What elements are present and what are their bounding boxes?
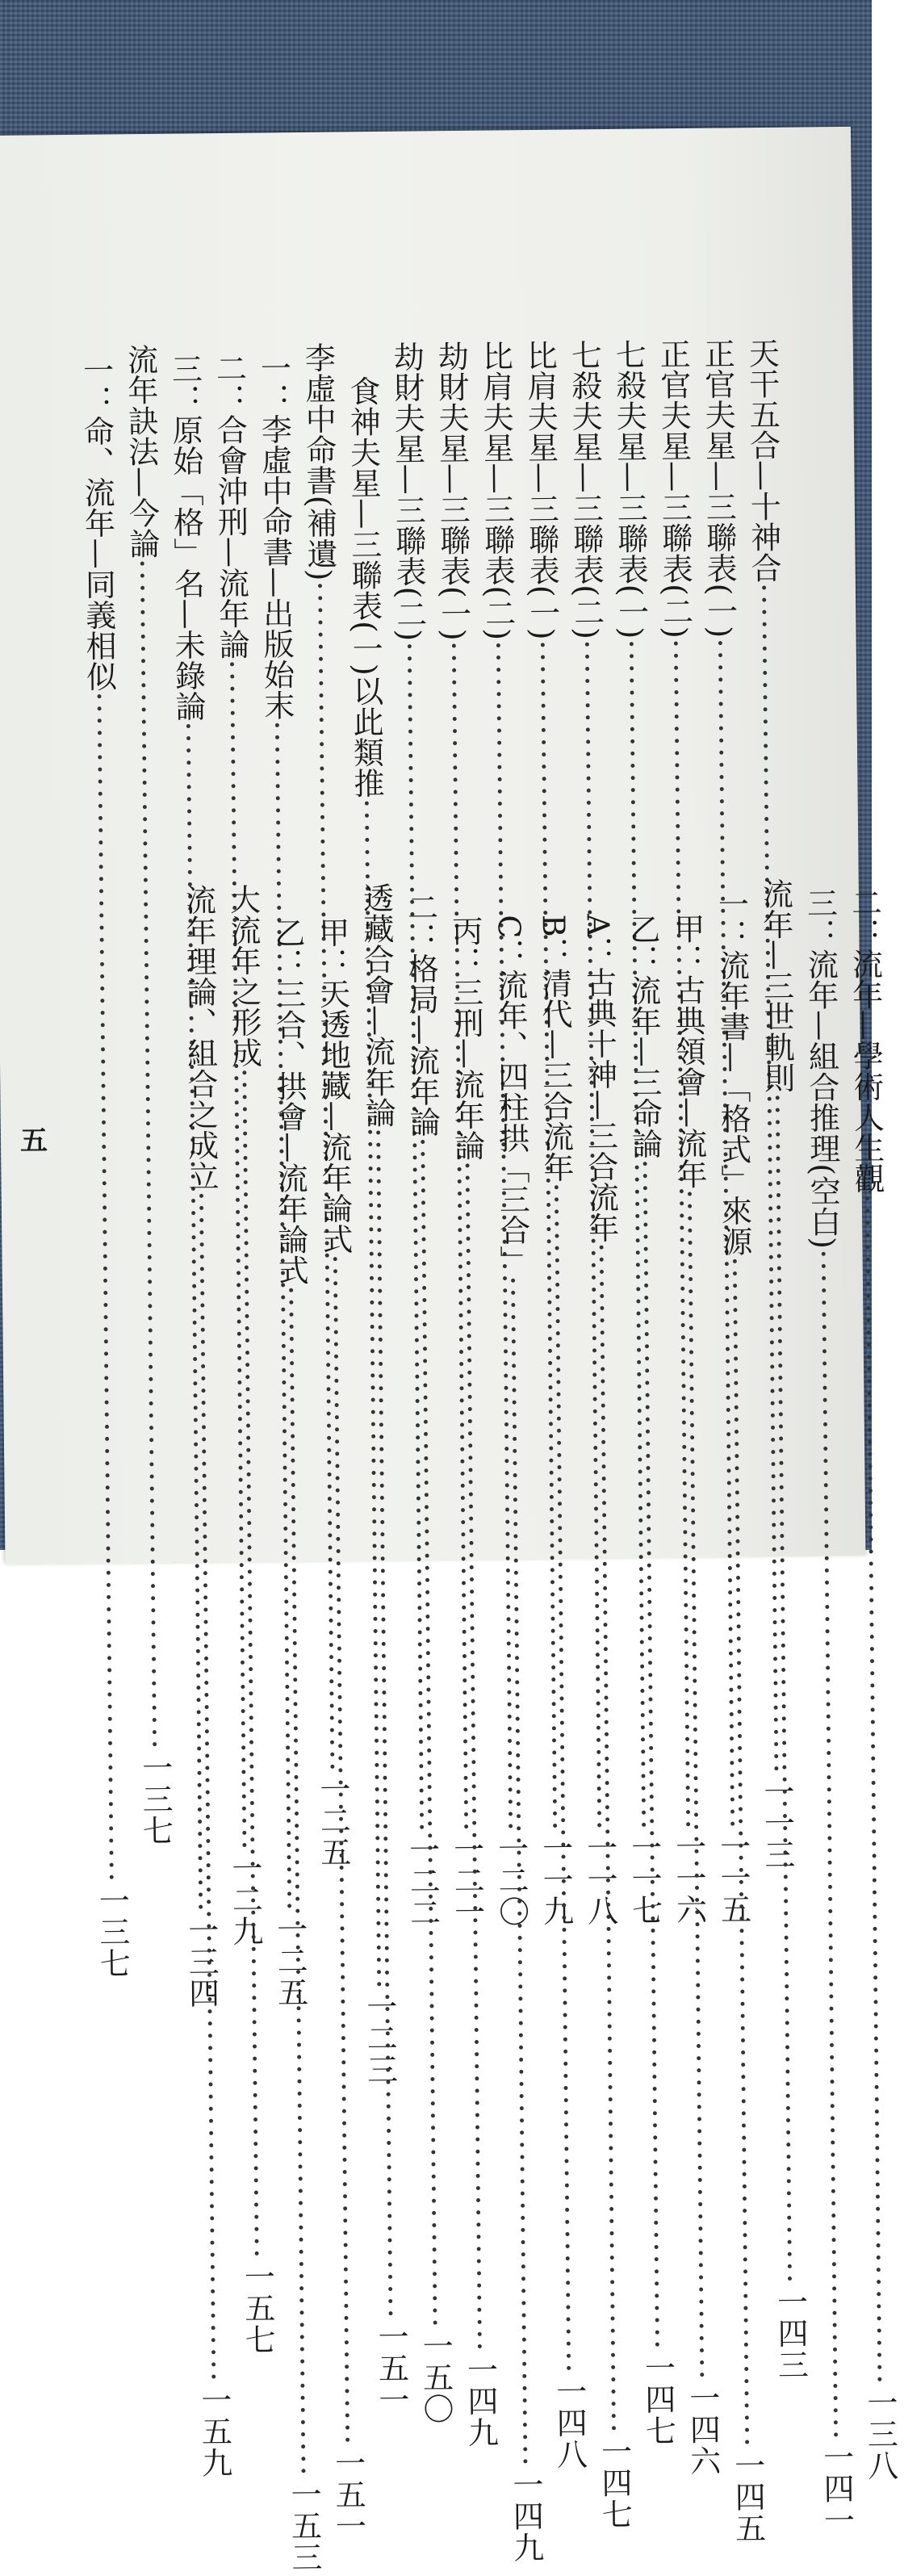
- toc-entry-title: 正官夫星—三聯表(二): [655, 337, 694, 639]
- toc-entry: [73, 344, 131, 1979]
- toc-leader-dots: [314, 1254, 365, 2447]
- toc-entry-page: 一四九: [462, 2353, 499, 2448]
- toc-entry-title: 大流年之形成: [224, 883, 262, 1068]
- toc-entry-title: 劫財夫星—三聯表(一): [433, 340, 472, 641]
- toc-entry-title: 一：命、流年—同義相似: [77, 354, 117, 692]
- toc-leader-dots: [492, 1275, 542, 2469]
- book-page: [0, 127, 898, 2574]
- toc-leader-dots: [405, 1137, 453, 2330]
- toc-entry-title: 甲：天透地藏—流年論式: [313, 916, 354, 1254]
- toc-entry-page: 一二九: [226, 1852, 264, 1947]
- toc-entry-page: 一二五: [271, 1912, 308, 2008]
- toc-leader-dots: [581, 1242, 631, 2436]
- toc-entry-page: 一四八: [550, 2375, 588, 2470]
- toc-entry-page: 一一九: [537, 1832, 574, 1928]
- toc-entry-page: 一五七: [239, 2260, 276, 2356]
- toc-entry-page: 一四三: [772, 2285, 809, 2381]
- toc-entry-title: 比肩夫星—三聯表(二): [477, 340, 517, 641]
- toc-entry-title: 流年理論、組合之成立: [180, 884, 220, 1192]
- toc-leader-dots: [849, 1193, 897, 2386]
- toc-entry-page: 一一三: [758, 1775, 796, 1870]
- toc-entry-page: 一五九: [195, 2383, 232, 2479]
- toc-entry: [842, 877, 898, 2482]
- toc-entry-page: 一二三: [361, 1991, 398, 2086]
- toc-entry-page: 一五〇: [416, 2329, 454, 2425]
- toc-leader-dots: [714, 1256, 764, 2449]
- toc-leader-dots: [672, 1189, 719, 2382]
- toc-leader-dots: [273, 1285, 320, 2478]
- toc-entry-title: 乙：流年—三命論: [624, 913, 663, 1159]
- toc-entry-title: 三：原始「格」名—未錄論: [166, 353, 207, 722]
- toc-entry-title: 二：合會沖刑—流年論: [211, 352, 250, 660]
- toc-leader-dots: [538, 1182, 586, 2375]
- toc-entry-page: 一一七: [626, 1831, 663, 1927]
- toc-entry-title: 李虛中命書(補遺): [299, 341, 338, 581]
- toc-entry-page: 一四七: [596, 2436, 633, 2531]
- toc-leader-dots: [627, 1158, 675, 2352]
- toc-leader-dots: [806, 1249, 853, 2442]
- toc-entry-page: 一四七: [639, 2352, 676, 2447]
- toc-entry-page: 一一八: [581, 1832, 618, 1927]
- toc-entry-page: 一三七: [136, 1751, 174, 1846]
- toc-entry-title: 七殺夫星—三聯表(一): [610, 338, 650, 639]
- toc-entry-page: 一二二: [404, 1833, 441, 1929]
- toc-entry-title: 食神夫星—三聯表(一)以此類推: [344, 375, 385, 799]
- toc-entry-page: 一三八: [861, 2386, 898, 2482]
- toc-entry-title: C：流年、四柱拱「三合」: [491, 915, 531, 1276]
- toc-entry-title: 流年—三世軌則: [757, 878, 795, 1094]
- toc-leader-dots: [450, 1161, 497, 2354]
- toc-entry-page: 一五一: [372, 2320, 410, 2415]
- toc-entry-title: 甲：古典領會—流年: [668, 912, 708, 1190]
- toc-entry: [797, 878, 855, 2536]
- toc-leader-dots: [183, 1191, 231, 2384]
- toc-entry-page: 一一六: [670, 1831, 707, 1926]
- toc-entry-title: 劫財夫星—三聯表(二): [388, 341, 428, 642]
- toc-entry: [118, 343, 174, 1846]
- toc-entry-title: 二：流年—學術人生觀: [846, 886, 885, 1194]
- toc-entry-title: 透藏合會—流年論: [358, 882, 396, 1129]
- toc-entry-page: 一二〇: [492, 1833, 529, 1929]
- toc-entry-title: 三：流年—組合推理(空白): [801, 887, 841, 1250]
- toc-entry-title: B：清代—三合流年: [535, 914, 575, 1183]
- toc-entry-title: 二：格局—流年論: [402, 891, 441, 1137]
- toc-entry-page: 一三四: [182, 1913, 220, 2009]
- toc-entry-page: 一四九: [507, 2468, 545, 2564]
- toc-entry-title: 一：李虛中命書—出版始末: [255, 352, 295, 721]
- toc-entry-title: A：古典十神—三合流年: [580, 913, 619, 1243]
- toc-entry-title: 正官夫星—三聯表(一): [699, 337, 739, 639]
- toc-entry-page: 一四一: [818, 2441, 855, 2536]
- toc-entry-title: 丙：三刑—流年論: [446, 915, 485, 1162]
- toc-entry-title: 比肩夫星—三聯表(一): [521, 339, 561, 640]
- toc-entry-title: 天干五合—十神合: [743, 337, 782, 584]
- toc-entry-page: 一四六: [684, 2381, 721, 2477]
- toc-entry-page: 一四五: [729, 2448, 766, 2545]
- toc-entry-page: 一一五: [714, 1830, 751, 1926]
- toc-entry-page: 一三七: [94, 1884, 131, 1979]
- toc-entry-title: 乙：三合、拱會—流年論式: [269, 916, 309, 1286]
- page-number: 五: [19, 1125, 48, 1158]
- toc-entry-page: 一五一: [329, 2447, 366, 2542]
- toc-leader-dots: [227, 1068, 274, 2261]
- toc-entry-page: 一五三: [285, 2478, 323, 2574]
- toc-leader-dots: [760, 1093, 807, 2286]
- toc-entry-title: 一：流年書—「格式」來源: [713, 888, 753, 1257]
- toc-entry-page: 一二一: [448, 1833, 485, 1929]
- toc-entry-title: 流年訣法—今論: [122, 343, 160, 559]
- toc-entry-page: 一二五: [314, 1773, 351, 1869]
- toc-entry-title: 七殺夫星—三聯表(二): [566, 339, 605, 640]
- toc-leader-dots: [360, 1128, 408, 2321]
